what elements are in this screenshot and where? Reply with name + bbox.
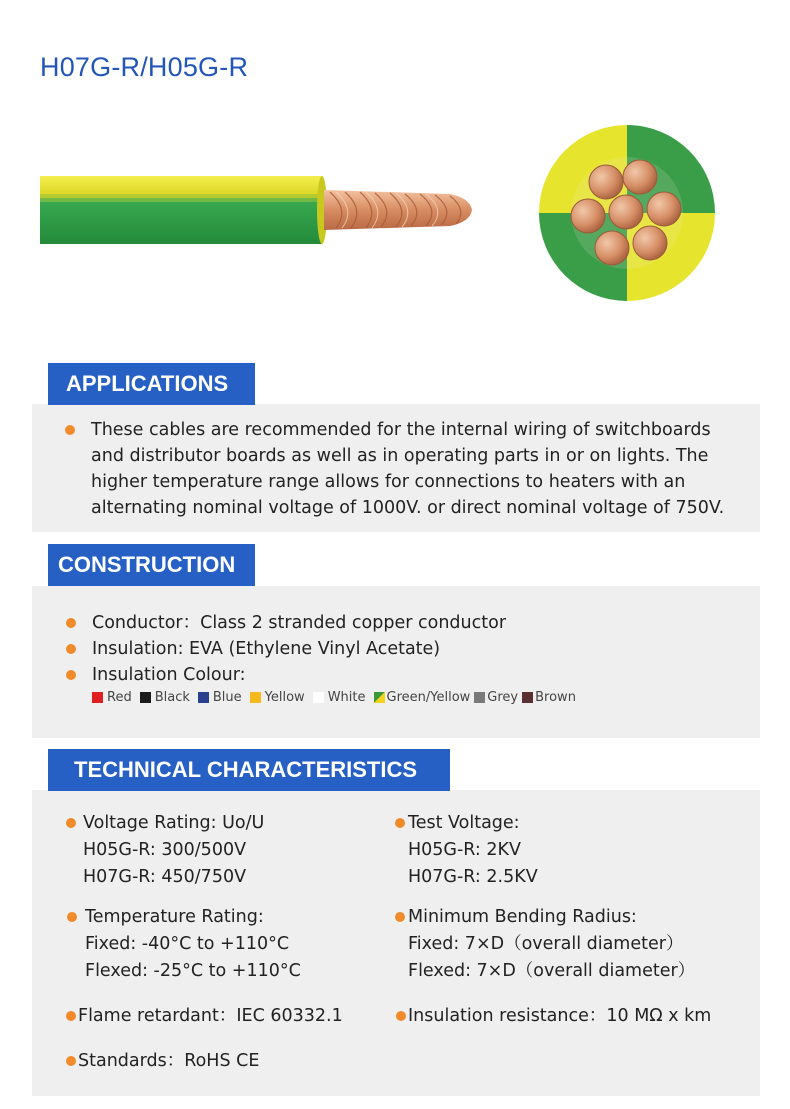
temperature-rating-label: Temperature Rating: bbox=[85, 907, 264, 927]
colour-swatch-brown: Brown bbox=[522, 690, 576, 705]
page-title: H07G-R/H05G-R bbox=[40, 52, 249, 82]
bullet-icon bbox=[66, 818, 76, 828]
swatch-blue-icon bbox=[198, 692, 209, 703]
swatch-yellow-icon bbox=[250, 692, 261, 703]
colour-swatch-black: Black bbox=[140, 690, 190, 705]
bullet-icon bbox=[67, 912, 77, 922]
bending-radius-label: Minimum Bending Radius: bbox=[408, 907, 637, 927]
construction-insulation: Insulation: EVA (Ethylene Vinyl Acetate) bbox=[92, 639, 441, 659]
colour-swatch-list bbox=[92, 690, 584, 705]
bullet-icon bbox=[66, 1056, 76, 1066]
temperature-rating-line: Flexed: -25°C to +110°C bbox=[85, 961, 301, 981]
bullet-icon bbox=[66, 670, 76, 680]
colour-swatch-red: Red bbox=[92, 690, 132, 705]
test-voltage-label: Test Voltage: bbox=[408, 813, 520, 833]
applications-line: and distributor boards as well as in operating parts in or on lights. The bbox=[91, 446, 709, 466]
bending-radius-line: Fixed: 7×D（overall diameter） bbox=[408, 934, 684, 954]
voltage-rating-line: H05G-R: 300/500V bbox=[83, 840, 247, 860]
technical-heading: TECHNICAL CHARACTERISTICS bbox=[48, 749, 450, 791]
bullet-icon bbox=[395, 818, 405, 828]
swatch-brown-icon bbox=[522, 692, 533, 703]
insulation-resistance: Insulation resistance：10 MΩ x km bbox=[408, 1006, 712, 1026]
construction-insulation-colour: Insulation Colour: bbox=[92, 665, 246, 685]
applications-line: higher temperature range allows for connections to heaters with an bbox=[91, 472, 686, 492]
swatch-grey-icon bbox=[474, 692, 485, 703]
construction-heading: CONSTRUCTION bbox=[48, 544, 255, 586]
applications-line: These cables are recommended for the internal wiring of switchboards bbox=[91, 420, 711, 440]
colour-swatch-grey: Grey bbox=[474, 690, 518, 705]
bullet-icon bbox=[66, 618, 76, 628]
colour-swatch-green-yellow: Green/Yellow bbox=[374, 690, 471, 705]
construction-conductor: Conductor：Class 2 stranded copper conductor bbox=[92, 613, 507, 633]
cable-cross-section bbox=[538, 124, 716, 302]
colour-swatch-blue: Blue bbox=[198, 690, 242, 705]
voltage-rating-label: Voltage Rating: Uo/U bbox=[83, 813, 265, 833]
bullet-icon bbox=[66, 1011, 76, 1021]
swatch-white-icon bbox=[313, 692, 324, 703]
colour-swatch-white: White bbox=[313, 690, 366, 705]
standards: Standards：RoHS CE bbox=[78, 1051, 260, 1071]
colour-swatch-yellow: Yellow bbox=[250, 690, 305, 705]
swatch-black-icon bbox=[140, 692, 151, 703]
bullet-icon bbox=[395, 912, 405, 922]
swatch-red-icon bbox=[92, 692, 103, 703]
bending-radius-line: Flexed: 7×D（overall diameter） bbox=[408, 961, 696, 981]
voltage-rating-line: H07G-R: 450/750V bbox=[83, 867, 247, 887]
applications-line: alternating nominal voltage of 1000V. or direct nominal voltage of 750V. bbox=[91, 498, 725, 518]
applications-heading: APPLICATIONS bbox=[48, 363, 255, 405]
swatch-green-yellow-icon bbox=[374, 692, 385, 703]
test-voltage-line: H05G-R: 2KV bbox=[408, 840, 521, 860]
temperature-rating-line: Fixed: -40°C to +110°C bbox=[85, 934, 290, 954]
bullet-icon bbox=[66, 644, 76, 654]
bullet-icon bbox=[396, 1011, 406, 1021]
cable-illustration bbox=[40, 168, 480, 250]
bullet-icon bbox=[65, 425, 75, 435]
flame-retardant: Flame retardant：IEC 60332.1 bbox=[78, 1006, 343, 1026]
test-voltage-line: H07G-R: 2.5KV bbox=[408, 867, 538, 887]
